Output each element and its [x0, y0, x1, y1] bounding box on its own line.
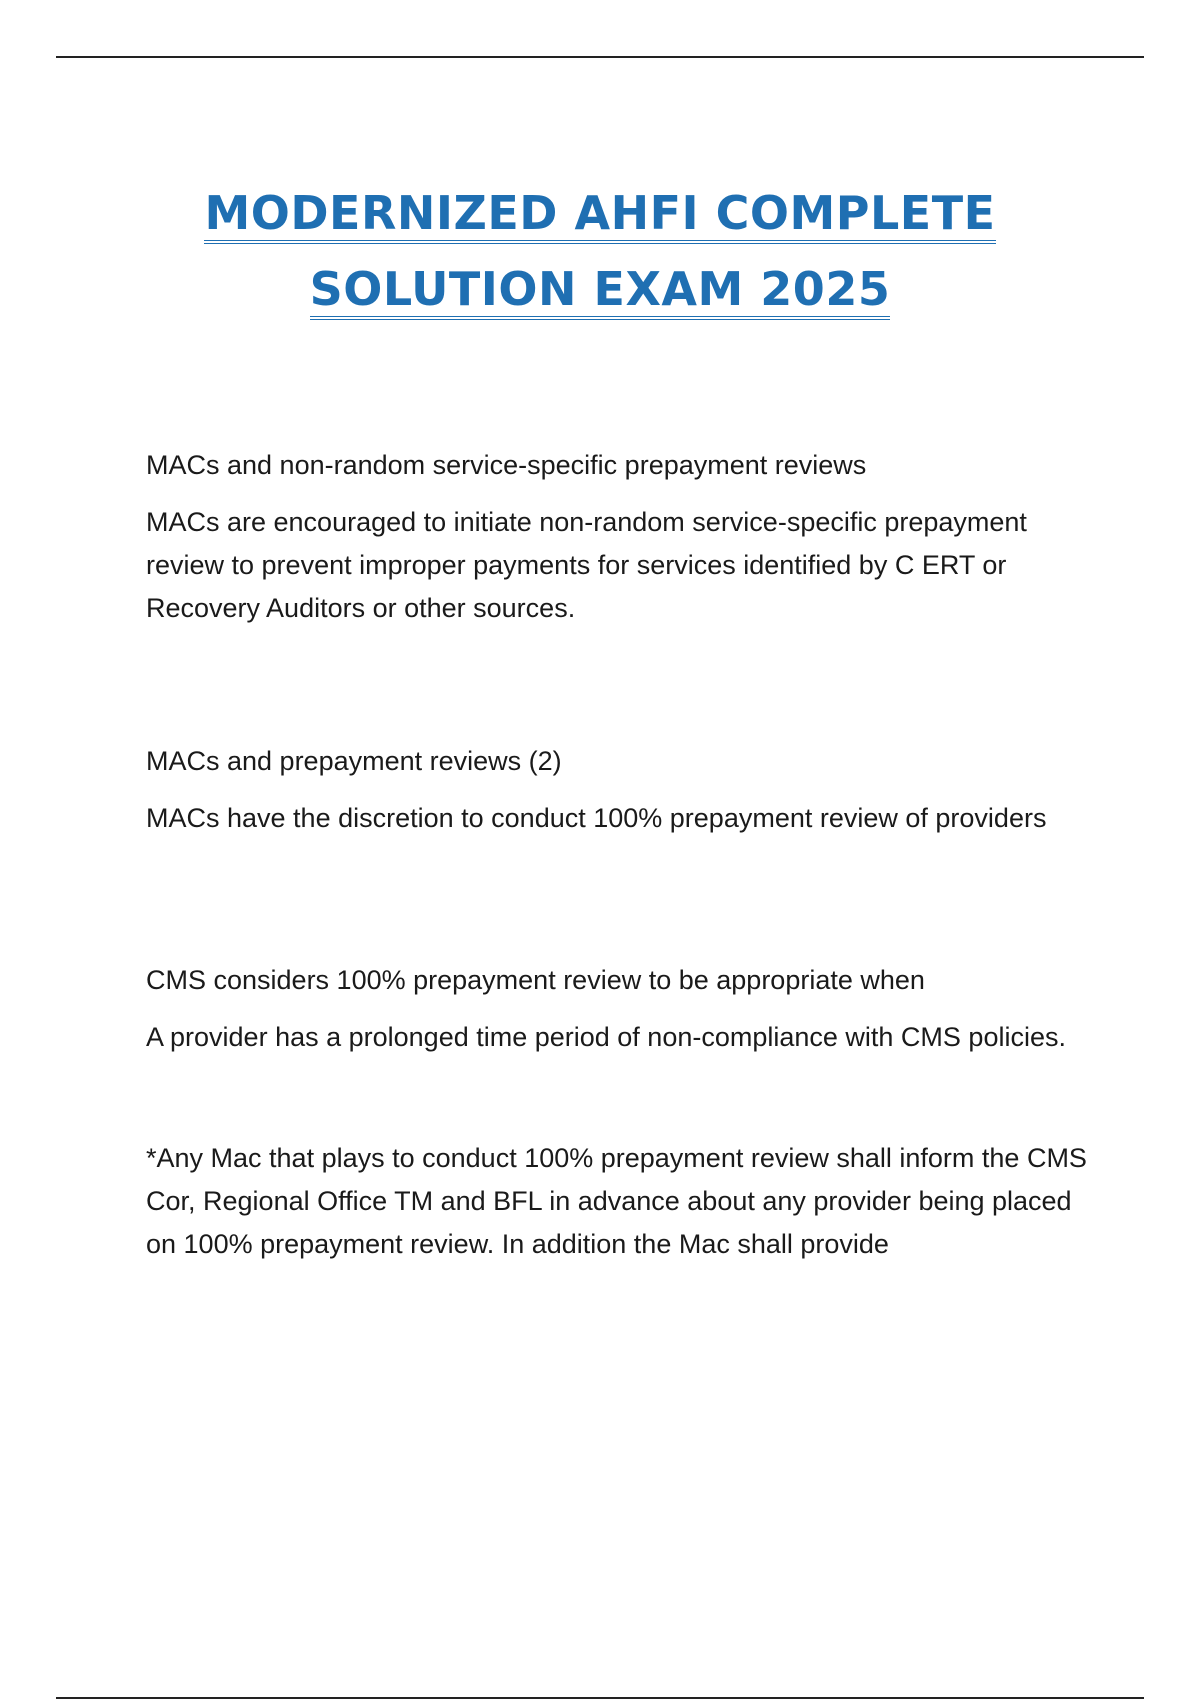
- top-divider: [56, 56, 1144, 58]
- answer-text: MACs have the discretion to conduct 100% prepayment review of providers: [146, 803, 1047, 833]
- document-body: [146, 444, 1096, 1266]
- title-line-1: MODERNIZED AHFI COMPLETE: [204, 190, 995, 244]
- note-paragraph: *Any Mac that plays to conduct 100% prepayment review shall inform the CMS Cor, Regional Office TM and BFL in advance about any provider being placed on 100% prepayment review. In addition the Mac shall provide: [146, 1143, 1087, 1259]
- answer-text: MACs are encouraged to initiate non-random service-specific prepayment review to prevent improper payments for services identified by C ERT or Recovery Auditors or other sources.: [146, 507, 1027, 623]
- qa-entry: [146, 444, 1096, 630]
- title-line-2: SOLUTION EXAM 2025: [310, 266, 891, 320]
- question-text: MACs and prepayment reviews (2): [146, 746, 562, 776]
- answer-text: A provider has a prolonged time period of non-compliance with CMS policies.: [146, 1022, 1066, 1052]
- question-text: CMS considers 100% prepayment review to be appropriate when: [146, 965, 925, 995]
- qa-entry: [146, 959, 1096, 1059]
- question-text: MACs and non-random service-specific prepayment reviews: [146, 450, 867, 480]
- document-title: [0, 186, 1200, 320]
- qa-entry: [146, 740, 1096, 840]
- bottom-divider: [56, 1697, 1144, 1699]
